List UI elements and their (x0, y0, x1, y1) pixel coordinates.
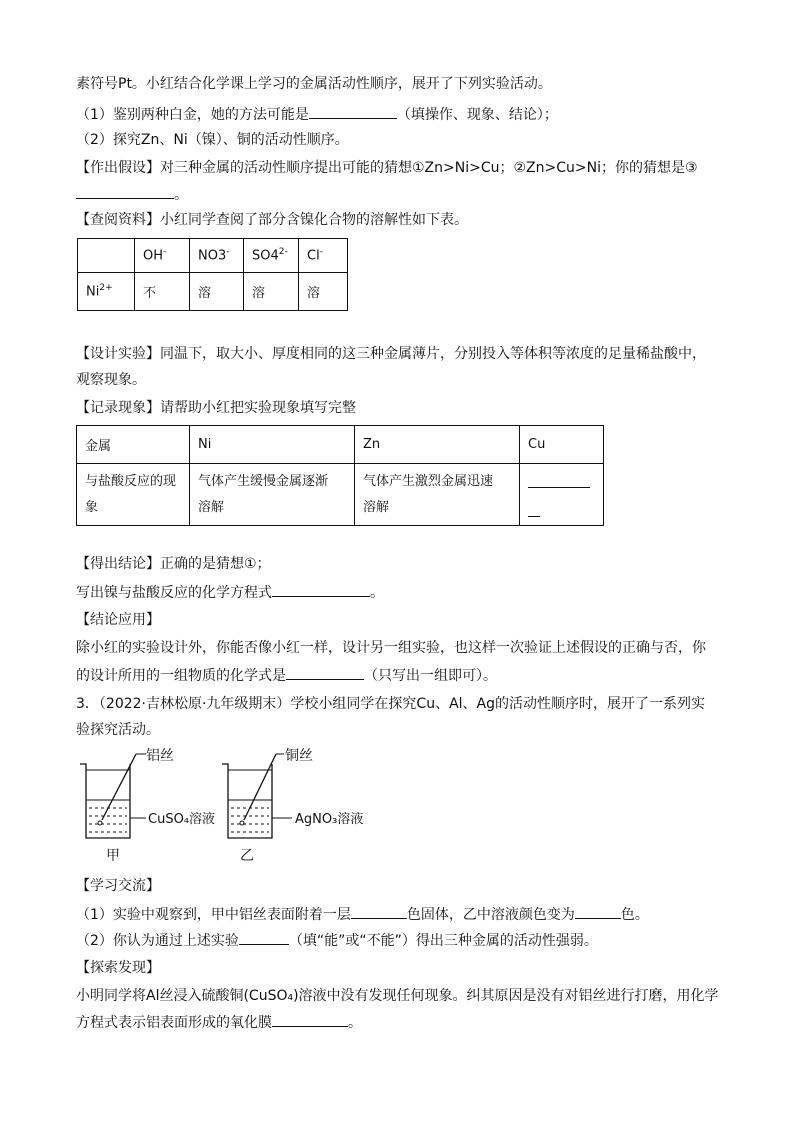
aluminum-wire (102, 754, 136, 820)
learn-text-mid: 色固体，乙中溶液颜色变为 (406, 907, 575, 923)
section-heading: 【作出假设】 (76, 160, 160, 176)
table-header-oh: OH- (135, 239, 190, 273)
application-text: 的设计所用的一组物质的化学式是 (76, 668, 286, 684)
table-cell: 不 (135, 273, 190, 311)
label-agno3-solution: AgNO₃溶液 (295, 812, 364, 827)
answer-blank-oxide-equation[interactable] (272, 1012, 348, 1027)
record-cell-zn: 气体产生激烈金属迅速 溶解 (355, 464, 520, 526)
intro-text: 素符号Pt。小红结合化学课上学习的金属活动性顺序，展开了下列实验活动。 (76, 76, 552, 92)
application-heading: 【结论应用】 (76, 612, 160, 628)
record-table (76, 425, 604, 526)
equation-text: 写出镍与盐酸反应的化学方程式 (76, 585, 272, 601)
label-copper-wire: 铜丝 (285, 748, 313, 764)
section-heading: 【设计实验】 (76, 346, 160, 362)
design (76, 344, 706, 364)
explore-heading: 【探索发现】 (76, 960, 160, 976)
record (76, 398, 356, 418)
beaker-b (222, 754, 292, 838)
table-header-so4: $SO4^{2-}$ (244, 239, 299, 273)
answer-blank-solution-color[interactable] (575, 904, 621, 919)
table-row-label-ni: $Ni^{2+}$ (78, 273, 135, 311)
table-cell: 溶 (299, 273, 348, 311)
question-3-line-1: 3．（2022·吉林松原·九年级期末）学校小组同学在探究Cu、Al、Ag的活动性顺序时，展开了一系列实 (76, 696, 706, 712)
beaker-figure (76, 750, 376, 864)
question-3-line-2: 验探究活动。 (76, 722, 160, 738)
learn-text: （2）你认为通过上述实验 (76, 933, 239, 949)
record-header-ni: Ni (190, 426, 355, 464)
label-aluminum-wire: 铝丝 (146, 748, 174, 764)
section-heading: 【查阅资料】 (76, 212, 160, 228)
label-cuso4-solution: CuSO₄溶液 (148, 812, 216, 827)
application-text-1: 除小红的实验设计外，你能否像小红一样，设计另一组实验，也这样一次验证上述假设的正确与否，你 (76, 640, 706, 656)
solubility-table (77, 238, 348, 311)
table-header-no3: NO3- (190, 239, 244, 273)
answer-blank-can-or-not[interactable] (239, 930, 289, 945)
conclusion (76, 554, 271, 574)
conclusion-text: 正确的是猜想①； (160, 556, 271, 572)
table-cell: 溶 (244, 273, 299, 311)
hypothesis (76, 158, 698, 178)
section-heading: 【得出结论】 (76, 556, 160, 572)
explore-text: 方程式表示铝表面形成的氧化膜 (76, 1015, 272, 1031)
answer-blank-cu-2[interactable] (528, 502, 540, 517)
answer-blank-application[interactable] (286, 665, 364, 680)
table-cell-empty (78, 239, 135, 273)
answer-blank-equation[interactable] (272, 582, 370, 597)
learn-text: （1）实验中观察到，甲中铝丝表面附着一层 (76, 907, 351, 923)
application-suffix: （只写出一组即可）。 (364, 668, 497, 684)
record-text: 请帮助小红把实验现象填写完整 (160, 400, 356, 416)
table-header-cl: Cl- (299, 239, 348, 273)
explore-text-1: 小明同学将Al丝浸入硫酸铜(CuSO₄)溶液中没有发现任何现象。纠其原因是没有对铝丝进行打磨，用化学 (76, 988, 719, 1004)
answer-blank-hypothesis[interactable] (76, 184, 174, 199)
reference (76, 210, 468, 230)
equation-question (76, 582, 384, 603)
q1-suffix: （填操作、现象、结论）； (396, 107, 558, 123)
q1-text: （1）鉴别两种白金，她的方法可能是 (76, 107, 309, 123)
design-text: 同温下，取大小、厚度相同的这三种金属薄片，分别投入等体积等浓度的足量稀盐酸中， (160, 346, 706, 362)
record-header-cu: Cu (520, 426, 604, 464)
label-jia: 甲 (106, 848, 120, 864)
answer-blank-cu[interactable] (528, 473, 590, 488)
beaker-a (80, 754, 146, 838)
label-yi: 乙 (240, 848, 254, 864)
section-heading: 【记录现象】 (76, 400, 160, 416)
learn-text-suffix: （填“能”或“不能”）得出三种金属的活动性强弱。 (288, 933, 598, 949)
period: 。 (370, 585, 384, 601)
record-header-zn: Zn (355, 426, 520, 464)
answer-blank-1[interactable] (309, 104, 397, 119)
copper-wire (244, 754, 276, 820)
record-cell-cu[interactable] (520, 464, 604, 526)
learn-heading: 【学习交流】 (76, 878, 160, 894)
period: 。 (174, 187, 188, 203)
question-2: （2）探究Zn、Ni（镍）、铜的活动性顺序。 (76, 132, 349, 148)
table-cell: 溶 (190, 273, 244, 311)
hypothesis-answer (76, 184, 188, 205)
period: 。 (348, 1015, 362, 1031)
record-cell-ni: 气体产生缓慢金属逐渐 溶解 (190, 464, 355, 526)
record-row-label: 与盐酸反应的现 象 (77, 464, 190, 526)
learn-question-1 (76, 904, 649, 925)
answer-blank-solid-color[interactable] (351, 904, 407, 919)
application-text-2 (76, 665, 497, 686)
design-text-2: 观察现象。 (76, 372, 146, 388)
hypothesis-text: 对三种金属的活动性顺序提出可能的猜想①Zn>Ni>Cu；②Zn>Cu>Ni；你的猜想是③ (160, 160, 698, 176)
record-header-metal: 金属 (77, 426, 190, 464)
learn-question-2 (76, 930, 598, 951)
reference-text: 小红同学查阅了部分含镍化合物的溶解性如下表。 (160, 212, 468, 228)
learn-text-end: 色。 (620, 907, 649, 923)
explore-text-2 (76, 1012, 362, 1033)
question-1 (76, 104, 558, 125)
